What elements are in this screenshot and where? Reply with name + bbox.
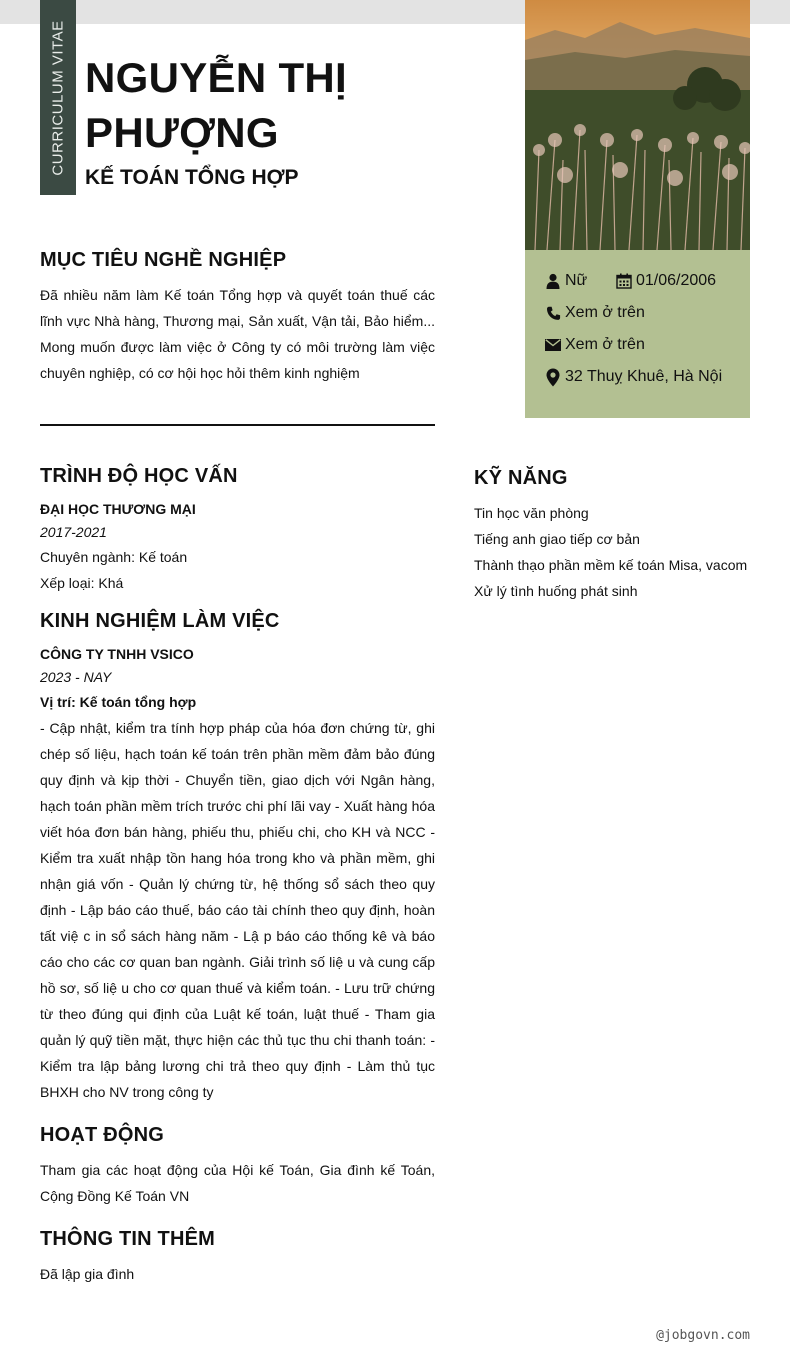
phone-icon (545, 304, 561, 322)
skills-heading: KỸ NĂNG (474, 467, 568, 489)
section-divider (40, 424, 435, 426)
gender-row (545, 272, 587, 290)
objective-heading: MỤC TIÊU NGHỀ NGHIỆP (40, 249, 287, 271)
gender-value: Nữ (565, 272, 588, 289)
cv-tab-label: CURRICULUM VITAE (49, 19, 67, 176)
education-school: ĐẠI HỌC THƯƠNG MẠI (40, 501, 196, 517)
education-major: Chuyên ngành: Kế toán (40, 549, 188, 565)
person-icon (545, 272, 561, 290)
photo-landscape (525, 0, 750, 250)
personal-info-box (525, 250, 750, 418)
watermark: @jobgovn.com (656, 1328, 750, 1343)
skill-item: Tin học văn phòng (474, 505, 589, 521)
experience-role: Vị trí: Kế toán tổng hợp (40, 694, 197, 710)
skill-item: Xử lý tình huống phát sinh (474, 583, 638, 599)
activities-heading: HOẠT ĐỘNG (40, 1124, 165, 1146)
experience-company: CÔNG TY TNHH VSICO (40, 646, 194, 662)
cv-vertical-tab (40, 0, 76, 195)
address-row (545, 368, 722, 386)
education-heading: TRÌNH ĐỘ HỌC VẤN (40, 465, 238, 487)
activities-text: Tham gia các hoạt động của Hội kế Toán, Gia đình kế Toán, Cộng Đồng Kế Toán VN (40, 1162, 435, 1204)
skill-item: Tiếng anh giao tiếp cơ bản (474, 531, 640, 547)
experience-description: - Cập nhật, kiểm tra tính hợp pháp của hóa đơn chứng từ, ghi chép số liệu, hạch toán kế toán trên phần mềm đảm bảo đúng quy định và kịp thời - Chuyển tiền, giao dịch với Ngân hàng, hạch toán phần mềm trích trước chi phí lãi vay - Xuất hàng hóa viết hóa đơn bán hàng, phiếu thu, phiếu chi, cho KH và NCC - Kiểm tra xuất nhập tồn hang hóa trong kho và phần mềm, ghi nhận giá vốn - Quản lý chứng từ, hệ thống sổ sách theo quy định - Lập báo cáo thuế, báo cáo tài chính theo quy định, hoàn tất việ c in sổ sách hàng năm - Lậ p báo cáo thống kê và báo cáo cho các cơ quan ban ngành. Giải trình số liệ u và cung cấp hồ sơ, số liệ u cho cơ quan thuế và kiểm toán. - Lưu trữ chứng từ theo đúng qui định của Luật kế toán, luật thuế - Tham gia quản lý quỹ tiền mặt, thực hiện các thủ tục thu chi thanh toán: - Kiểm tra lập bảng lương chi trả theo quy định - Làm thủ tục BHXH cho NV trong công ty (40, 720, 435, 1100)
calendar-icon (616, 272, 632, 290)
candidate-position: KẾ TOÁN TỔNG HỢP (85, 166, 299, 189)
location-pin-icon (545, 368, 561, 386)
profile-photo (525, 0, 750, 250)
address-value: 32 Thuỵ Khuê, Hà Nội (565, 368, 723, 385)
email-value: Xem ở trên (565, 336, 645, 353)
phone-value: Xem ở trên (565, 304, 645, 321)
experience-period: 2023 - NAY (40, 669, 112, 685)
education-grade: Xếp loại: Khá (40, 575, 124, 591)
mail-icon (545, 336, 561, 354)
experience-heading: KINH NGHIỆM LÀM VIỆC (40, 610, 280, 632)
dob-value: 01/06/2006 (636, 272, 717, 289)
additional-info-text: Đã lập gia đình (40, 1266, 135, 1282)
email-row (545, 336, 645, 354)
candidate-name: NGUYỄN THỊ PHƯỢNG (85, 54, 348, 156)
dob-row (616, 272, 716, 290)
education-years: 2017-2021 (40, 524, 107, 540)
phone-row (545, 304, 645, 322)
additional-info-heading: THÔNG TIN THÊM (40, 1228, 216, 1250)
skill-item: Thành thạo phần mềm kế toán Misa, vacom (474, 557, 748, 573)
objective-text: Đã nhiều năm làm Kế toán Tổng hợp và quyết toán thuế các lĩnh vực Nhà hàng, Thương mại, Sản xuất, Vận tải, Bảo hiểm... Mong muốn được làm việc ở Công ty có môi trường làm việc chuyên nghiệp, có cơ hội học hỏi thêm kinh nghiệm (40, 287, 435, 381)
